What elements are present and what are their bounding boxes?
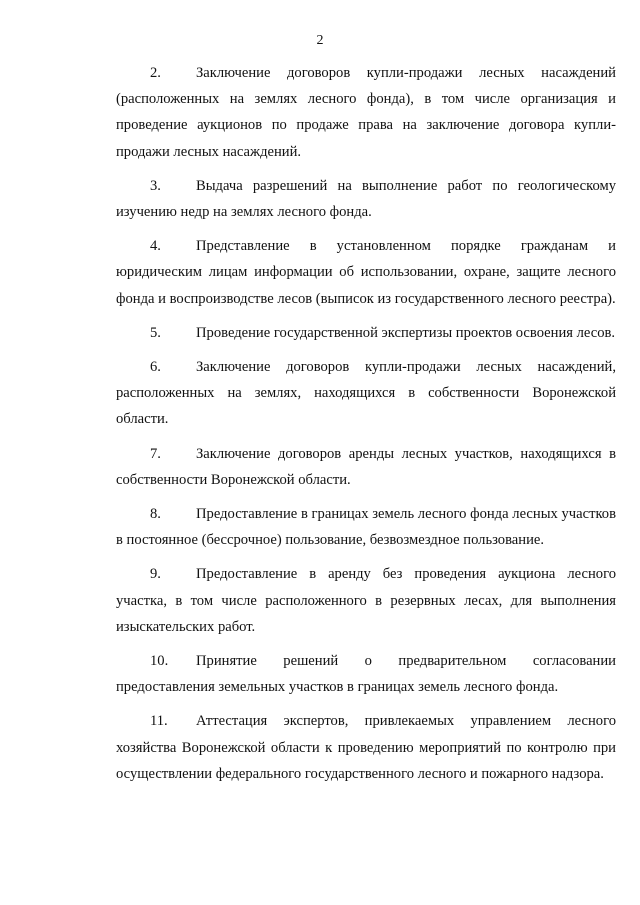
item-text: Предоставление в аренду без проведения аукциона лесного участка, в том числе расположенного в резервных лесах, для выполнения изыскательских работ.: [116, 566, 616, 635]
page-number: 2: [316, 33, 324, 48]
item-text: Аттестация экспертов, привлекаемых управлением лесного хозяйства Воронежской области к проведению мероприятий по контролю при осуществлении федерального государственного лесного и пожарного надзора.: [116, 713, 616, 782]
document-body: [116, 60, 616, 795]
list-item: [116, 708, 616, 787]
item-text: Заключение договоров купли-продажи лесных насаждений (расположенных на землях лесного фонда), в том числе организация и проведение аукционов по продаже права на заключение договора купли-продажи лесных насаждений.: [116, 65, 616, 160]
item-text: Представление в установленном порядке гражданам и юридическим лицам информации об использовании, охране, защите лесного фонда и воспроизводстве лесов (выписок из государственного лесного реестра).: [116, 238, 616, 307]
item-number: 6.: [150, 359, 161, 376]
item-number: 5.: [150, 324, 161, 341]
item-text: Заключение договоров купли-продажи лесных насаждений, расположенных на землях, находящихся в собственности Воронежской области.: [116, 359, 616, 428]
item-number: 11.: [150, 713, 168, 730]
item-number: 3.: [150, 177, 161, 194]
item-text: Принятие решений о предварительном согласовании предоставления земельных участков в границах земель лесного фонда.: [116, 653, 616, 696]
item-number: 10.: [150, 653, 169, 670]
list-item: [116, 441, 616, 493]
list-item: [116, 173, 616, 225]
list-item: [116, 561, 616, 640]
list-item: [116, 501, 616, 553]
list-item: [116, 60, 616, 165]
list-item: [116, 354, 616, 433]
item-number: 2.: [150, 65, 161, 81]
item-text: Проведение государственной экспертизы проектов освоения лесов.: [196, 324, 616, 341]
item-text: Заключение договоров аренды лесных участков, находящихся в собственности Воронежской области.: [116, 445, 616, 488]
list-item: [116, 648, 616, 700]
item-number: 8.: [150, 506, 161, 523]
item-number: 4.: [150, 238, 161, 255]
item-text: Предоставление в границах земель лесного фонда лесных участков в постоянное (бессрочное) пользование, безвозмездное пользование.: [116, 506, 616, 549]
list-item: [116, 233, 616, 312]
item-text: Выдача разрешений на выполнение работ по геологическому изучению недр на землях лесного фонда.: [116, 177, 616, 221]
item-number: 7.: [150, 445, 161, 462]
item-number: 9.: [150, 566, 161, 583]
list-item: [116, 320, 616, 346]
